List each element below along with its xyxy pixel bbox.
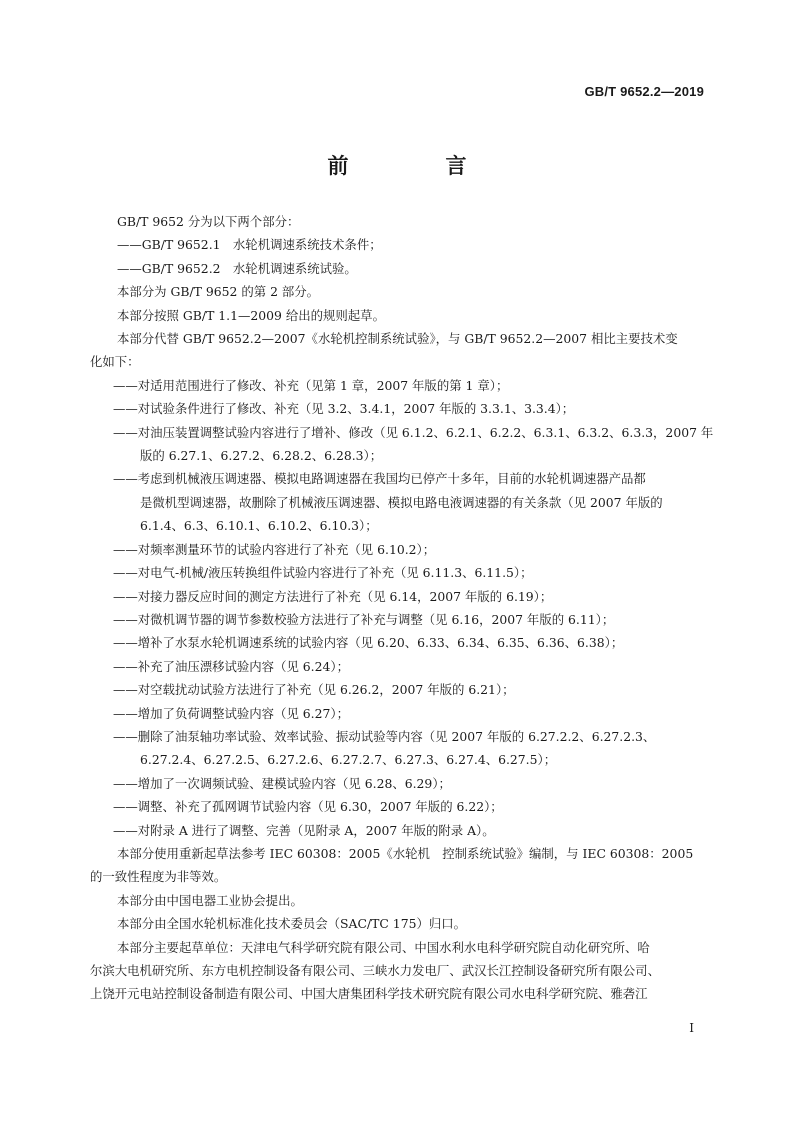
paragraph-drafting-units: 本部分主要起草单位：天津电气科学研究院有限公司、中国水利水电科学研究院自动化研究所、哈 — [117, 939, 650, 955]
part-1-item: ——GB/T 9652.1 水轮机调速系统技术条件； — [117, 237, 382, 253]
list-item — [90, 538, 704, 561]
list-item-line: 6.1.4、6.3、6.10.1、6.10.2、6.10.3）； — [140, 518, 378, 534]
list-item — [90, 655, 704, 678]
list-item — [90, 819, 704, 842]
paragraph-drafting-units-cont: 尔滨大电机研究所、东方电机控制设备有限公司、三峡水力发电厂、武汉长江控制设备研究所有限公司、 — [90, 963, 660, 978]
list-item — [90, 772, 704, 795]
list-item — [90, 397, 704, 420]
list-item — [90, 585, 704, 608]
list-item-line: ——补充了油压漂移试验内容（见 6.24）； — [113, 658, 349, 674]
list-item-line: 6.27.2.4、6.27.2.5、6.27.2.6、6.27.2.7、6.27.3、6.27.4、6.27.5）； — [140, 752, 557, 768]
list-item — [90, 561, 704, 584]
list-item — [90, 608, 704, 631]
list-item-line: ——对油压装置调整试验内容进行了增补、修改（见 6.1.2、6.2.1、6.2.2、6.3.1、6.3.2、6.3.3，2007 年 — [113, 424, 714, 440]
page-title: 前 言 — [327, 154, 505, 178]
list-item-line: ——对接力器反应时间的测定方法进行了补充（见 6.14，2007 年版的 6.19）； — [113, 588, 553, 604]
changes-list — [90, 374, 714, 842]
list-item — [90, 702, 704, 725]
list-item — [90, 795, 704, 818]
paragraph-drafting-units-cont: 上饶开元电站控制设备制造有限公司、中国大唐集团科学技术研究院有限公司水电科学研究院、雅砻江 — [90, 986, 648, 1002]
paragraph-drafting-rules: 本部分按照 GB/T 1.1—2009 给出的规则起草。 — [117, 307, 385, 323]
list-item-line: 版的 6.27.1、6.27.2、6.28.2、6.28.3）； — [140, 448, 383, 464]
list-item — [90, 421, 714, 468]
paragraph-line: 本部分代替 GB/T 9652.2—2007《水轮机控制系统试验》，与 GB/T 9652.2—2007 相比主要技术变 — [117, 331, 678, 347]
list-item-line: ——增补了水泵水轮机调速系统的试验内容（见 6.20、6.33、6.34、6.35、6.36、6.38）； — [113, 635, 624, 651]
list-item — [90, 467, 704, 537]
paragraph-proposed-by: 本部分由中国电器工业协会提出。 — [117, 892, 303, 908]
list-item-line: ——对附录 A 进行了调整、完善（见附录 A，2007 年版的附录 A）。 — [113, 822, 495, 838]
paragraph-iec-reference: 本部分使用重新起草法参考 IEC 60308：2005《水轮机 控制系统试验》编制，与 IEC 60308：2005 — [117, 845, 694, 861]
foreword-body — [90, 210, 714, 1006]
list-item-line: ——调整、补充了孤网调节试验内容（见 6.30，2007 年版的 6.22）； — [113, 799, 503, 815]
list-item-line: ——对微机调节器的调节参数校验方法进行了补充与调整（见 6.16，2007 年版的 6.11）； — [113, 611, 615, 627]
list-item-line: ——对适用范围进行了修改、补充（见第 1 章，2007 年版的第 1 章）； — [113, 377, 509, 393]
list-item-line: ——增加了一次调频试验、建模试验内容（见 6.28、6.29）； — [113, 775, 451, 791]
paragraph-part-number: 本部分为 GB/T 9652 的第 2 部分。 — [117, 284, 320, 300]
list-item-line: ——对试验条件进行了修改、补充（见 3.2、3.4.1，2007 年版的 3.3.1、3.3.4）； — [113, 401, 575, 417]
list-item-line: ——增加了负荷调整试验内容（见 6.27）； — [113, 705, 349, 721]
paragraph-iec-reference-cont: 的一致性程度为非等效。 — [90, 869, 227, 885]
paragraph-replacement — [90, 327, 704, 350]
list-item-line: ——删除了油泵轴功率试验、效率试验、振动试验等内容（见 2007 年版的 6.27.2.2、6.27.2.3、 — [113, 728, 656, 744]
page-number: I — [689, 1021, 694, 1035]
paragraph-centralized-by: 本部分由全国水轮机标准化技术委员会（SAC/TC 175）归口。 — [117, 916, 467, 932]
list-item — [90, 631, 704, 654]
paragraph-replacement-cont: 化如下： — [90, 354, 140, 370]
list-item — [90, 725, 704, 772]
list-item-line: ——对空载扰动试验方法进行了补充（见 6.26.2，2007 年版的 6.21）； — [113, 682, 515, 698]
list-item-line: 是微机型调速器，故删除了机械液压调速器、模拟电路电液调速器的有关条款（见 2007 年版的 — [140, 494, 663, 510]
list-item — [90, 678, 704, 701]
part-2-item: ——GB/T 9652.2 水轮机调速系统试验。 — [117, 260, 357, 276]
list-item-line: ——对电气-机械/液压转换组件试验内容进行了补充（见 6.11.3、6.11.5）； — [113, 565, 533, 581]
list-item-line: ——考虑到机械液压调速器、模拟电路调速器在我国均已停产十多年，目前的水轮机调速器产品都 — [113, 471, 646, 487]
standard-code: GB/T 9652.2—2019 — [584, 84, 704, 99]
list-item-line: ——对频率测量环节的试验内容进行了补充（见 6.10.2）； — [113, 541, 436, 557]
list-item — [90, 374, 704, 397]
paragraph-parts-intro: GB/T 9652 分为以下两个部分： — [117, 214, 300, 229]
